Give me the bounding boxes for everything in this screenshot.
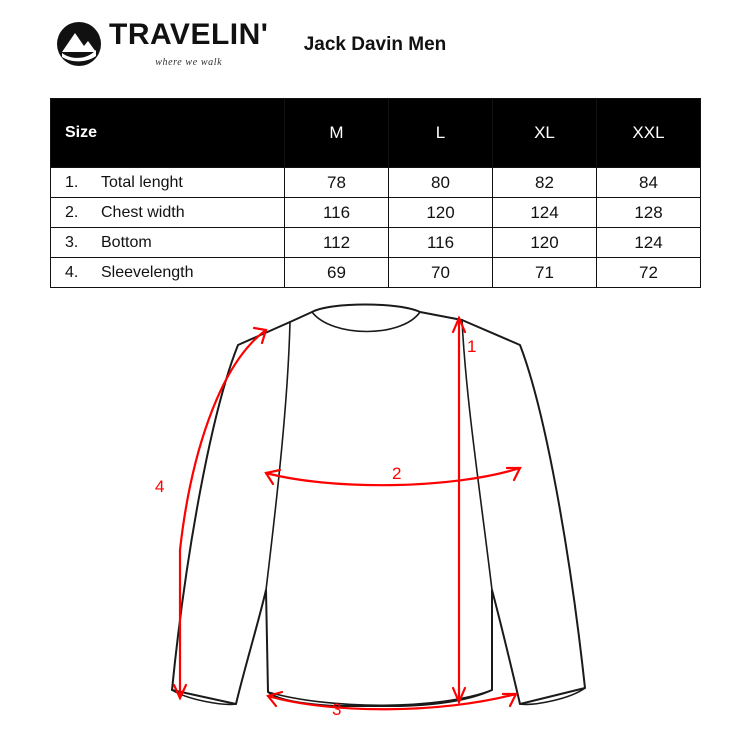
measure-label-3: 3 bbox=[332, 700, 342, 719]
row-label-bottom bbox=[51, 228, 285, 258]
table-header-size: Size bbox=[51, 99, 285, 168]
cell-chest-width-xxl: 128 bbox=[597, 198, 701, 228]
row-number: 3. bbox=[65, 233, 79, 251]
table-header-row bbox=[51, 99, 701, 168]
cell-chest-width-m: 116 bbox=[285, 198, 389, 228]
table-header-m: M bbox=[285, 99, 389, 168]
page-header bbox=[0, 12, 750, 82]
row-label-text: Total lenght bbox=[101, 173, 183, 191]
measure-label-2: 2 bbox=[392, 464, 402, 483]
row-number: 4. bbox=[65, 263, 79, 281]
row-number: 2. bbox=[65, 203, 79, 221]
cell-chest-width-l: 120 bbox=[389, 198, 493, 228]
measure-label-4: 4 bbox=[155, 477, 165, 496]
size-table bbox=[50, 98, 701, 288]
row-number: 1. bbox=[65, 173, 79, 191]
table-header-xl: XL bbox=[493, 99, 597, 168]
cell-sleevelength-l: 70 bbox=[389, 258, 493, 288]
table-row bbox=[51, 198, 701, 228]
row-label-total-lenght bbox=[51, 168, 285, 198]
garment-diagram bbox=[0, 290, 750, 750]
page-title: Jack Davin Men bbox=[303, 34, 447, 55]
cell-chest-width-xl: 124 bbox=[493, 198, 597, 228]
row-label-text: Bottom bbox=[101, 233, 152, 251]
cell-sleevelength-xl: 71 bbox=[493, 258, 597, 288]
cell-sleevelength-xxl: 72 bbox=[597, 258, 701, 288]
cell-total-lenght-l: 80 bbox=[389, 168, 493, 198]
table-row bbox=[51, 168, 701, 198]
cell-bottom-xxl: 124 bbox=[597, 228, 701, 258]
row-label-sleevelength bbox=[51, 258, 285, 288]
row-label-text: Chest width bbox=[101, 203, 185, 221]
brand-tagline: where we walk bbox=[155, 57, 223, 68]
shirt-svg bbox=[0, 290, 750, 750]
cell-total-lenght-xxl: 84 bbox=[597, 168, 701, 198]
row-label-chest-width bbox=[51, 198, 285, 228]
row-label-text: Sleevelength bbox=[101, 263, 194, 281]
cell-sleevelength-m: 69 bbox=[285, 258, 389, 288]
cell-bottom-xl: 120 bbox=[493, 228, 597, 258]
cell-total-lenght-xl: 82 bbox=[493, 168, 597, 198]
cell-total-lenght-m: 78 bbox=[285, 168, 389, 198]
table-row bbox=[51, 228, 701, 258]
table-row bbox=[51, 258, 701, 288]
cell-bottom-l: 116 bbox=[389, 228, 493, 258]
cell-bottom-m: 112 bbox=[285, 228, 389, 258]
measure-label-1: 1 bbox=[467, 337, 477, 356]
brand-name: TRAVELIN' bbox=[109, 18, 269, 51]
table-header-l: L bbox=[389, 99, 493, 168]
table-header-xxl: XXL bbox=[597, 99, 701, 168]
